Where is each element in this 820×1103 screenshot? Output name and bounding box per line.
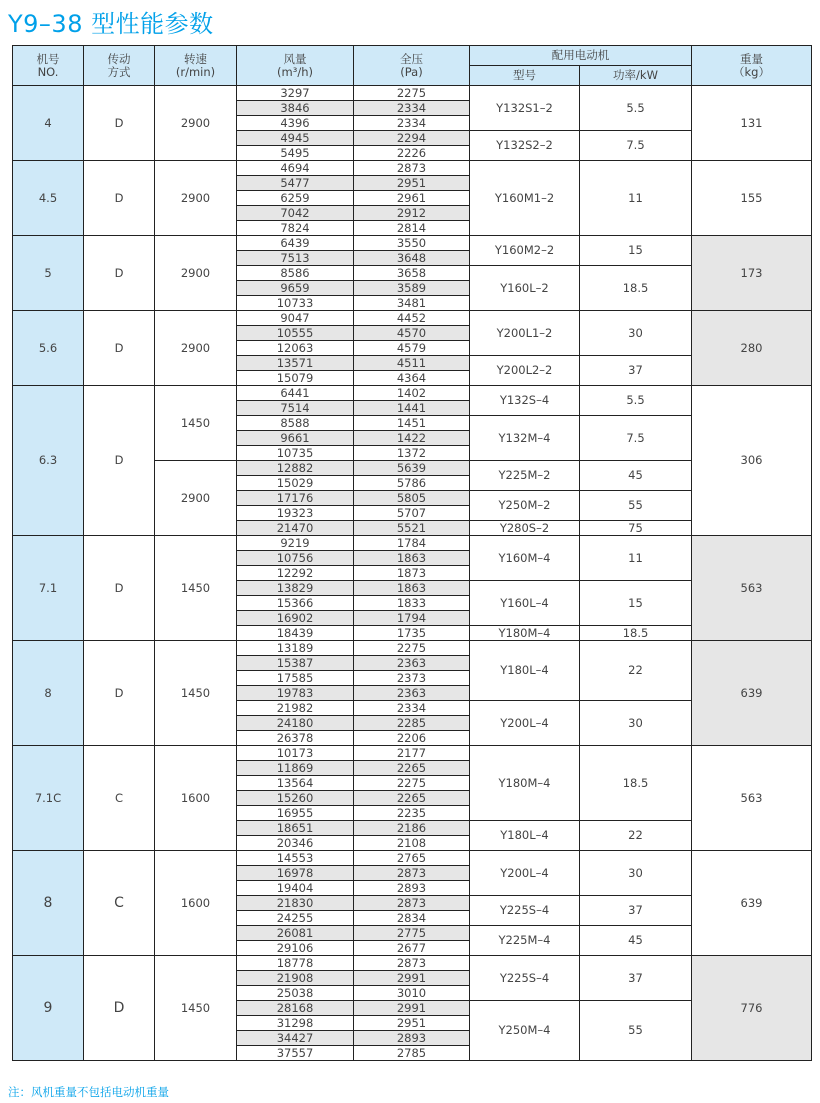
transmission-cell: D <box>84 536 155 641</box>
pressure-cell: 2334 <box>354 101 470 116</box>
motor-model-cell: Y132M–4 <box>470 416 580 461</box>
weight-cell: 563 <box>692 746 812 851</box>
header-speed-unit: (r/min) <box>175 64 216 79</box>
motor-model-cell: Y225M–4 <box>470 926 580 956</box>
pressure-cell: 2275 <box>354 86 470 101</box>
motor-power-cell: 11 <box>580 161 692 236</box>
motor-power-cell: 37 <box>580 896 692 926</box>
weight-cell: 280 <box>692 311 812 386</box>
motor-power-cell: 7.5 <box>580 416 692 461</box>
speed-cell: 1450 <box>155 536 237 641</box>
machine-no-cell: 4 <box>13 86 84 161</box>
airflow-cell: 4945 <box>237 131 354 146</box>
weight-cell: 776 <box>692 956 812 1061</box>
weight-cell: 306 <box>692 386 812 536</box>
pressure-cell: 2951 <box>354 176 470 191</box>
header-machine-no <box>13 46 84 86</box>
airflow-cell: 8588 <box>237 416 354 431</box>
pressure-cell: 2873 <box>354 896 470 911</box>
pressure-cell: 2991 <box>354 1001 470 1016</box>
performance-table <box>12 45 812 1061</box>
airflow-cell: 26378 <box>237 731 354 746</box>
table-row <box>13 536 812 551</box>
pressure-cell: 4511 <box>354 356 470 371</box>
machine-no-cell: 5 <box>13 236 84 311</box>
airflow-cell: 7042 <box>237 206 354 221</box>
weight-cell: 563 <box>692 536 812 641</box>
pressure-cell: 2893 <box>354 1031 470 1046</box>
motor-power-cell: 22 <box>580 641 692 701</box>
pressure-cell: 2873 <box>354 161 470 176</box>
pressure-cell: 2177 <box>354 746 470 761</box>
airflow-cell: 25038 <box>237 986 354 1001</box>
machine-no-cell: 8 <box>13 851 84 956</box>
header-pressure-label: 全压 <box>400 51 423 66</box>
motor-power-cell: 75 <box>580 521 692 536</box>
pressure-cell: 1402 <box>354 386 470 401</box>
motor-model-cell: Y132S2–2 <box>470 131 580 161</box>
motor-model-cell: Y132S–4 <box>470 386 580 416</box>
motor-model-cell: Y160M1–2 <box>470 161 580 236</box>
motor-model-cell: Y225M–2 <box>470 461 580 491</box>
airflow-cell: 19783 <box>237 686 354 701</box>
airflow-cell: 10735 <box>237 446 354 461</box>
pressure-cell: 2765 <box>354 851 470 866</box>
airflow-cell: 17176 <box>237 491 354 506</box>
header-transmission-line1: 传动 <box>107 51 131 66</box>
airflow-cell: 3297 <box>237 86 354 101</box>
pressure-cell: 2951 <box>354 1016 470 1031</box>
motor-model-cell: Y180M–4 <box>470 626 580 641</box>
motor-power-cell: 7.5 <box>580 131 692 161</box>
airflow-cell: 5495 <box>237 146 354 161</box>
speed-cell: 2900 <box>155 311 237 386</box>
pressure-cell: 2206 <box>354 731 470 746</box>
airflow-cell: 29106 <box>237 941 354 956</box>
motor-model-cell: Y225S–4 <box>470 956 580 1001</box>
motor-power-cell: 37 <box>580 356 692 386</box>
motor-power-cell: 18.5 <box>580 746 692 821</box>
table-row <box>13 311 812 326</box>
motor-power-cell: 22 <box>580 821 692 851</box>
pressure-cell: 2235 <box>354 806 470 821</box>
airflow-cell: 5477 <box>237 176 354 191</box>
pressure-cell: 1441 <box>354 401 470 416</box>
machine-no-cell: 7.1C <box>13 746 84 851</box>
airflow-cell: 34427 <box>237 1031 354 1046</box>
header-speed <box>155 46 237 86</box>
header-weight-label: 重量 <box>740 51 763 66</box>
pressure-cell: 2275 <box>354 641 470 656</box>
transmission-cell: D <box>84 86 155 161</box>
pressure-cell: 3658 <box>354 266 470 281</box>
pressure-cell: 2363 <box>354 656 470 671</box>
motor-power-cell: 18.5 <box>580 626 692 641</box>
motor-power-cell: 18.5 <box>580 266 692 311</box>
motor-model-cell: Y200L1–2 <box>470 311 580 356</box>
header-speed-label: 转速 <box>184 51 207 66</box>
airflow-cell: 24255 <box>237 911 354 926</box>
motor-power-cell: 15 <box>580 236 692 266</box>
pressure-cell: 2226 <box>354 146 470 161</box>
airflow-cell: 12063 <box>237 341 354 356</box>
speed-cell: 2900 <box>155 236 237 311</box>
pressure-cell: 3481 <box>354 296 470 311</box>
motor-power-cell: 5.5 <box>580 86 692 131</box>
airflow-cell: 4694 <box>237 161 354 176</box>
machine-no-cell: 5.6 <box>13 311 84 386</box>
pressure-cell: 1794 <box>354 611 470 626</box>
weight-cell: 173 <box>692 236 812 311</box>
page-title: Y9–38 型性能参数 <box>8 10 214 38</box>
airflow-cell: 15029 <box>237 476 354 491</box>
airflow-cell: 21908 <box>237 971 354 986</box>
pressure-cell: 3550 <box>354 236 470 251</box>
speed-cell: 1600 <box>155 851 237 956</box>
airflow-cell: 18651 <box>237 821 354 836</box>
pressure-cell: 1833 <box>354 596 470 611</box>
header-airflow-label: 风量 <box>283 51 307 66</box>
airflow-cell: 7514 <box>237 401 354 416</box>
pressure-cell: 1372 <box>354 446 470 461</box>
table-row <box>13 86 812 101</box>
pressure-cell: 2873 <box>354 866 470 881</box>
machine-no-cell: 4.5 <box>13 161 84 236</box>
airflow-cell: 12292 <box>237 566 354 581</box>
motor-power-cell: 30 <box>580 311 692 356</box>
header-airflow <box>237 46 354 86</box>
table-row <box>13 641 812 656</box>
airflow-cell: 28168 <box>237 1001 354 1016</box>
motor-power-cell: 55 <box>580 1001 692 1061</box>
airflow-cell: 9219 <box>237 536 354 551</box>
motor-power-cell: 30 <box>580 851 692 896</box>
pressure-cell: 2285 <box>354 716 470 731</box>
speed-cell: 1450 <box>155 641 237 746</box>
header-machine-no-en: NO. <box>37 64 59 79</box>
motor-power-cell: 55 <box>580 491 692 521</box>
pressure-cell: 2294 <box>354 131 470 146</box>
airflow-cell: 3846 <box>237 101 354 116</box>
pressure-cell: 1863 <box>354 551 470 566</box>
pressure-cell: 2834 <box>354 911 470 926</box>
table-row <box>13 161 812 176</box>
motor-model-cell: Y250M–4 <box>470 1001 580 1061</box>
table-body <box>13 86 812 1061</box>
airflow-cell: 15387 <box>237 656 354 671</box>
airflow-cell: 7824 <box>237 221 354 236</box>
pressure-cell: 1735 <box>354 626 470 641</box>
transmission-cell: C <box>84 746 155 851</box>
airflow-cell: 6259 <box>237 191 354 206</box>
weight-cell: 639 <box>692 641 812 746</box>
airflow-cell: 15260 <box>237 791 354 806</box>
airflow-cell: 10733 <box>237 296 354 311</box>
header-motor: 配用电动机 <box>470 46 692 66</box>
motor-power-cell: 30 <box>580 701 692 746</box>
pressure-cell: 4364 <box>354 371 470 386</box>
motor-model-cell: Y180M–4 <box>470 746 580 821</box>
motor-model-cell: Y160M–4 <box>470 536 580 581</box>
weight-cell: 131 <box>692 86 812 161</box>
pressure-cell: 2265 <box>354 791 470 806</box>
transmission-cell: D <box>84 161 155 236</box>
motor-model-cell: Y180L–4 <box>470 821 580 851</box>
motor-power-cell: 5.5 <box>580 386 692 416</box>
transmission-cell: D <box>84 641 155 746</box>
motor-model-cell: Y200L2–2 <box>470 356 580 386</box>
transmission-cell: D <box>84 956 155 1061</box>
speed-cell: 2900 <box>155 161 237 236</box>
airflow-cell: 11869 <box>237 761 354 776</box>
motor-model-cell: Y160M2–2 <box>470 236 580 266</box>
airflow-cell: 13564 <box>237 776 354 791</box>
airflow-cell: 19323 <box>237 506 354 521</box>
pressure-cell: 2275 <box>354 776 470 791</box>
pressure-cell: 2873 <box>354 956 470 971</box>
table-row <box>13 746 812 761</box>
pressure-cell: 3589 <box>354 281 470 296</box>
airflow-cell: 17585 <box>237 671 354 686</box>
pressure-cell: 2961 <box>354 191 470 206</box>
machine-no-cell: 8 <box>13 641 84 746</box>
airflow-cell: 12882 <box>237 461 354 476</box>
airflow-cell: 13571 <box>237 356 354 371</box>
pressure-cell: 1873 <box>354 566 470 581</box>
airflow-cell: 15366 <box>237 596 354 611</box>
table-row <box>13 851 812 866</box>
pressure-cell: 5639 <box>354 461 470 476</box>
pressure-cell: 4452 <box>354 311 470 326</box>
airflow-cell: 6441 <box>237 386 354 401</box>
pressure-cell: 2814 <box>354 221 470 236</box>
airflow-cell: 21470 <box>237 521 354 536</box>
table-row <box>13 956 812 971</box>
header-weight <box>692 46 812 86</box>
pressure-cell: 2785 <box>354 1046 470 1061</box>
airflow-cell: 26081 <box>237 926 354 941</box>
weight-cell: 639 <box>692 851 812 956</box>
pressure-cell: 1451 <box>354 416 470 431</box>
airflow-cell: 16902 <box>237 611 354 626</box>
header-pressure-unit: (Pa) <box>400 64 423 79</box>
pressure-cell: 2108 <box>354 836 470 851</box>
header-transmission-line2: 方式 <box>107 64 131 79</box>
airflow-cell: 10173 <box>237 746 354 761</box>
airflow-cell: 7513 <box>237 251 354 266</box>
pressure-cell: 5805 <box>354 491 470 506</box>
machine-no-cell: 7.1 <box>13 536 84 641</box>
motor-power-cell: 15 <box>580 581 692 626</box>
airflow-cell: 10555 <box>237 326 354 341</box>
motor-power-cell: 45 <box>580 461 692 491</box>
airflow-cell: 14553 <box>237 851 354 866</box>
pressure-cell: 4579 <box>354 341 470 356</box>
airflow-cell: 18439 <box>237 626 354 641</box>
motor-power-cell: 11 <box>580 536 692 581</box>
motor-power-cell: 37 <box>580 956 692 1001</box>
header-transmission <box>84 46 155 86</box>
pressure-cell: 5786 <box>354 476 470 491</box>
airflow-cell: 31298 <box>237 1016 354 1031</box>
pressure-cell: 2991 <box>354 971 470 986</box>
pressure-cell: 2186 <box>354 821 470 836</box>
airflow-cell: 9661 <box>237 431 354 446</box>
motor-model-cell: Y280S–2 <box>470 521 580 536</box>
pressure-cell: 1863 <box>354 581 470 596</box>
pressure-cell: 4570 <box>354 326 470 341</box>
pressure-cell: 3010 <box>354 986 470 1001</box>
airflow-cell: 9047 <box>237 311 354 326</box>
airflow-cell: 6439 <box>237 236 354 251</box>
speed-cell: 1450 <box>155 956 237 1061</box>
pressure-cell: 1422 <box>354 431 470 446</box>
motor-model-cell: Y200L–4 <box>470 851 580 896</box>
transmission-cell: C <box>84 851 155 956</box>
transmission-cell: D <box>84 386 155 536</box>
table-row <box>13 236 812 251</box>
header-weight-unit: （kg） <box>733 64 770 79</box>
airflow-cell: 18778 <box>237 956 354 971</box>
pressure-cell: 2334 <box>354 701 470 716</box>
header-pressure <box>354 46 470 86</box>
machine-no-cell: 9 <box>13 956 84 1061</box>
table-row <box>13 386 812 401</box>
pressure-cell: 2775 <box>354 926 470 941</box>
airflow-cell: 15079 <box>237 371 354 386</box>
motor-model-cell: Y200L–4 <box>470 701 580 746</box>
transmission-cell: D <box>84 311 155 386</box>
header-motor-model: 型号 <box>470 66 580 86</box>
motor-model-cell: Y160L–2 <box>470 266 580 311</box>
pressure-cell: 3648 <box>354 251 470 266</box>
airflow-cell: 9659 <box>237 281 354 296</box>
machine-no-cell: 6.3 <box>13 386 84 536</box>
airflow-cell: 10756 <box>237 551 354 566</box>
pressure-cell: 5707 <box>354 506 470 521</box>
pressure-cell: 2912 <box>354 206 470 221</box>
airflow-cell: 21830 <box>237 896 354 911</box>
airflow-cell: 16955 <box>237 806 354 821</box>
header-machine-no-cn: 机号 <box>36 51 60 66</box>
pressure-cell: 2373 <box>354 671 470 686</box>
airflow-cell: 37557 <box>237 1046 354 1061</box>
speed-cell: 1600 <box>155 746 237 851</box>
weight-cell: 155 <box>692 161 812 236</box>
motor-model-cell: Y132S1–2 <box>470 86 580 131</box>
airflow-cell: 24180 <box>237 716 354 731</box>
pressure-cell: 2265 <box>354 761 470 776</box>
motor-model-cell: Y160L–4 <box>470 581 580 626</box>
footnote: 注：风机重量不包括电动机重量 <box>8 1085 169 1099</box>
airflow-cell: 19404 <box>237 881 354 896</box>
airflow-cell: 20346 <box>237 836 354 851</box>
pressure-cell: 2893 <box>354 881 470 896</box>
speed-cell: 2900 <box>155 461 237 536</box>
motor-model-cell: Y180L–4 <box>470 641 580 701</box>
pressure-cell: 5521 <box>354 521 470 536</box>
motor-power-cell: 45 <box>580 926 692 956</box>
airflow-cell: 4396 <box>237 116 354 131</box>
transmission-cell: D <box>84 236 155 311</box>
airflow-cell: 21982 <box>237 701 354 716</box>
airflow-cell: 16978 <box>237 866 354 881</box>
airflow-cell: 13189 <box>237 641 354 656</box>
header-motor-power: 功率/kW <box>580 66 692 86</box>
airflow-cell: 8586 <box>237 266 354 281</box>
pressure-cell: 2363 <box>354 686 470 701</box>
speed-cell: 1450 <box>155 386 237 461</box>
motor-model-cell: Y250M–2 <box>470 491 580 521</box>
pressure-cell: 2677 <box>354 941 470 956</box>
motor-model-cell: Y225S–4 <box>470 896 580 926</box>
header-airflow-unit: (m³/h) <box>277 64 313 79</box>
pressure-cell: 1784 <box>354 536 470 551</box>
speed-cell: 2900 <box>155 86 237 161</box>
airflow-cell: 13829 <box>237 581 354 596</box>
pressure-cell: 2334 <box>354 116 470 131</box>
